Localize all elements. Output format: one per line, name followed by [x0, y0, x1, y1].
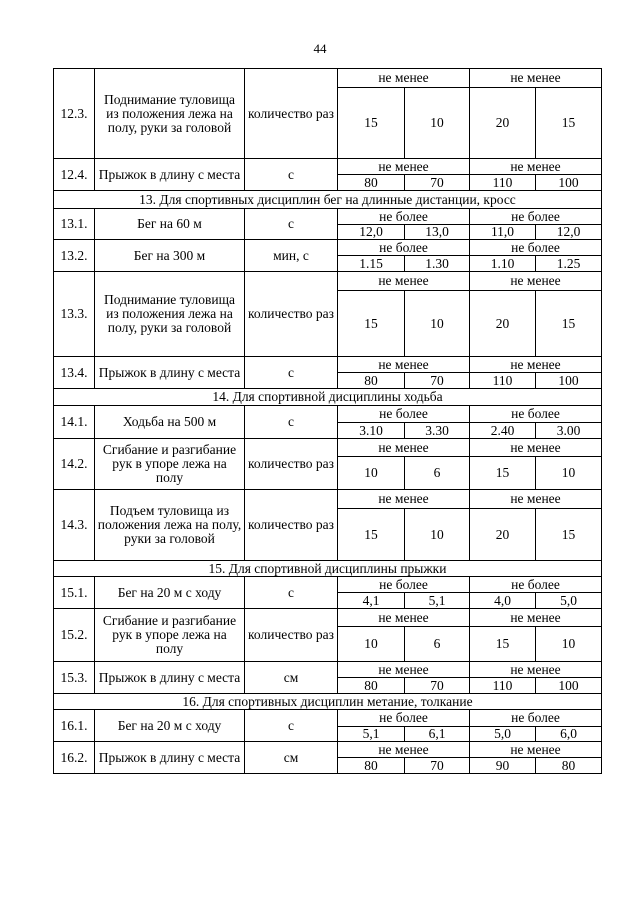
table-row	[54, 439, 602, 457]
exercise-name: Поднимание туловища из положения лежа на полу, руки за головой	[95, 69, 245, 159]
section-row	[54, 561, 602, 577]
norm-value: 15	[536, 88, 602, 159]
section-row	[54, 694, 602, 710]
unit: с	[245, 406, 338, 439]
norm-value: 5,1	[338, 727, 405, 742]
requirement-label: не более	[470, 209, 602, 225]
item-number: 15.1.	[54, 577, 95, 609]
table-row	[54, 209, 602, 225]
norm-value: 15	[338, 88, 405, 159]
norm-value: 80	[338, 373, 405, 389]
norm-value: 15	[338, 509, 405, 561]
norm-value: 6,0	[536, 727, 602, 742]
norm-value: 110	[470, 373, 536, 389]
norm-value: 90	[470, 758, 536, 774]
requirement-label: не более	[470, 577, 602, 593]
section-title: 15. Для спортивной дисциплины прыжки	[54, 561, 602, 577]
requirement-label: не менее	[470, 439, 602, 457]
item-number: 13.3.	[54, 272, 95, 357]
item-number: 16.2.	[54, 742, 95, 774]
item-number: 15.3.	[54, 662, 95, 694]
requirement-label: не менее	[338, 490, 470, 509]
unit: с	[245, 357, 338, 389]
requirement-label: не менее	[470, 159, 602, 175]
requirement-label: не менее	[470, 357, 602, 373]
requirement-label: не менее	[338, 272, 470, 291]
requirement-label: не менее	[470, 662, 602, 678]
unit: количество раз	[245, 490, 338, 561]
requirement-label: не более	[338, 710, 470, 727]
norm-value: 1.30	[405, 256, 470, 272]
exercise-name: Сгибание и разгибание рук в упоре лежа на полу	[95, 609, 245, 662]
norm-value: 20	[470, 88, 536, 159]
item-number: 15.2.	[54, 609, 95, 662]
norm-value: 1.25	[536, 256, 602, 272]
norm-value: 15	[536, 291, 602, 357]
norm-value: 70	[405, 758, 470, 774]
requirement-label: не более	[338, 240, 470, 256]
norm-value: 3.30	[405, 423, 470, 439]
norm-value: 6,1	[405, 727, 470, 742]
table-row	[54, 742, 602, 758]
norm-value: 110	[470, 175, 536, 191]
table-row	[54, 490, 602, 509]
item-number: 12.4.	[54, 159, 95, 191]
exercise-name: Прыжок в длину с места	[95, 662, 245, 694]
norm-value: 6	[405, 457, 470, 490]
norm-value: 80	[338, 758, 405, 774]
item-number: 16.1.	[54, 710, 95, 742]
table-row	[54, 577, 602, 593]
norm-value: 10	[338, 457, 405, 490]
norm-value: 3.00	[536, 423, 602, 439]
requirement-label: не менее	[338, 609, 470, 627]
norm-value: 15	[536, 509, 602, 561]
norm-value: 5,0	[536, 593, 602, 609]
norm-value: 5,0	[470, 727, 536, 742]
table-row	[54, 240, 602, 256]
unit: с	[245, 577, 338, 609]
section-title: 16. Для спортивных дисциплин метание, толкание	[54, 694, 602, 710]
norm-value: 70	[405, 175, 470, 191]
norm-value: 10	[536, 627, 602, 662]
unit: количество раз	[245, 69, 338, 159]
requirement-label: не более	[470, 710, 602, 727]
item-number: 13.4.	[54, 357, 95, 389]
table-row	[54, 159, 602, 175]
table-row	[54, 710, 602, 727]
norm-value: 6	[405, 627, 470, 662]
requirement-label: не менее	[338, 159, 470, 175]
norm-value: 10	[405, 509, 470, 561]
item-number: 13.1.	[54, 209, 95, 240]
exercise-name: Сгибание и разгибание рук в упоре лежа на полу	[95, 439, 245, 490]
norm-value: 110	[470, 678, 536, 694]
unit: мин, с	[245, 240, 338, 272]
requirement-label: не менее	[470, 490, 602, 509]
unit: с	[245, 209, 338, 240]
page-number: 44	[313, 41, 327, 56]
requirement-label: не менее	[338, 742, 470, 758]
norm-value: 80	[536, 758, 602, 774]
unit: см	[245, 662, 338, 694]
item-number: 12.3.	[54, 69, 95, 159]
table-row	[54, 272, 602, 291]
requirement-label: не более	[338, 406, 470, 423]
section-row	[54, 191, 602, 209]
norm-value: 15	[338, 291, 405, 357]
exercise-name: Подъем туловища из положения лежа на полу, руки за головой	[95, 490, 245, 561]
norm-value: 5,1	[405, 593, 470, 609]
norm-value: 3.10	[338, 423, 405, 439]
norm-value: 100	[536, 175, 602, 191]
unit: см	[245, 742, 338, 774]
table-row	[54, 357, 602, 373]
norm-value: 10	[405, 88, 470, 159]
norm-value: 100	[536, 678, 602, 694]
norm-value: 11,0	[470, 225, 536, 240]
exercise-name: Прыжок в длину с места	[95, 742, 245, 774]
requirement-label: не менее	[470, 272, 602, 291]
unit: с	[245, 710, 338, 742]
section-title: 14. Для спортивной дисциплины ходьба	[54, 389, 602, 406]
requirement-label: не более	[470, 240, 602, 256]
norm-value: 15	[470, 457, 536, 490]
exercise-name: Прыжок в длину с места	[95, 357, 245, 389]
section-row	[54, 389, 602, 406]
exercise-name: Бег на 300 м	[95, 240, 245, 272]
requirement-label: не менее	[338, 662, 470, 678]
exercise-name: Бег на 60 м	[95, 209, 245, 240]
requirement-label: не менее	[338, 69, 470, 88]
requirement-label: не менее	[470, 69, 602, 88]
exercise-name: Поднимание туловища из положения лежа на полу, руки за головой	[95, 272, 245, 357]
table-row	[54, 406, 602, 423]
norm-value: 4,0	[470, 593, 536, 609]
standards-table	[53, 68, 602, 774]
table-row	[54, 69, 602, 88]
unit: количество раз	[245, 609, 338, 662]
norm-value: 2.40	[470, 423, 536, 439]
item-number: 14.3.	[54, 490, 95, 561]
norm-value: 10	[338, 627, 405, 662]
requirement-label: не более	[338, 577, 470, 593]
unit: с	[245, 159, 338, 191]
norm-value: 20	[470, 291, 536, 357]
norm-value: 10	[536, 457, 602, 490]
norm-value: 12,0	[536, 225, 602, 240]
item-number: 14.1.	[54, 406, 95, 439]
exercise-name: Бег на 20 м с ходу	[95, 577, 245, 609]
requirement-label: не менее	[470, 742, 602, 758]
norm-value: 80	[338, 175, 405, 191]
norm-value: 70	[405, 373, 470, 389]
requirement-label: не более	[470, 406, 602, 423]
norm-value: 1.15	[338, 256, 405, 272]
section-title: 13. Для спортивных дисциплин бег на длинные дистанции, кросс	[54, 191, 602, 209]
requirement-label: не менее	[470, 609, 602, 627]
norm-value: 13,0	[405, 225, 470, 240]
norm-value: 80	[338, 678, 405, 694]
unit: количество раз	[245, 439, 338, 490]
norm-value: 4,1	[338, 593, 405, 609]
norm-value: 70	[405, 678, 470, 694]
norm-value: 15	[470, 627, 536, 662]
norm-value: 1.10	[470, 256, 536, 272]
unit: количество раз	[245, 272, 338, 357]
exercise-name: Бег на 20 м с ходу	[95, 710, 245, 742]
norm-value: 20	[470, 509, 536, 561]
requirement-label: не менее	[338, 357, 470, 373]
table-row	[54, 662, 602, 678]
norm-value: 12,0	[338, 225, 405, 240]
exercise-name: Ходьба на 500 м	[95, 406, 245, 439]
requirement-label: не более	[338, 209, 470, 225]
norm-value: 10	[405, 291, 470, 357]
exercise-name: Прыжок в длину с места	[95, 159, 245, 191]
item-number: 14.2.	[54, 439, 95, 490]
norm-value: 100	[536, 373, 602, 389]
requirement-label: не менее	[338, 439, 470, 457]
table-row	[54, 609, 602, 627]
item-number: 13.2.	[54, 240, 95, 272]
